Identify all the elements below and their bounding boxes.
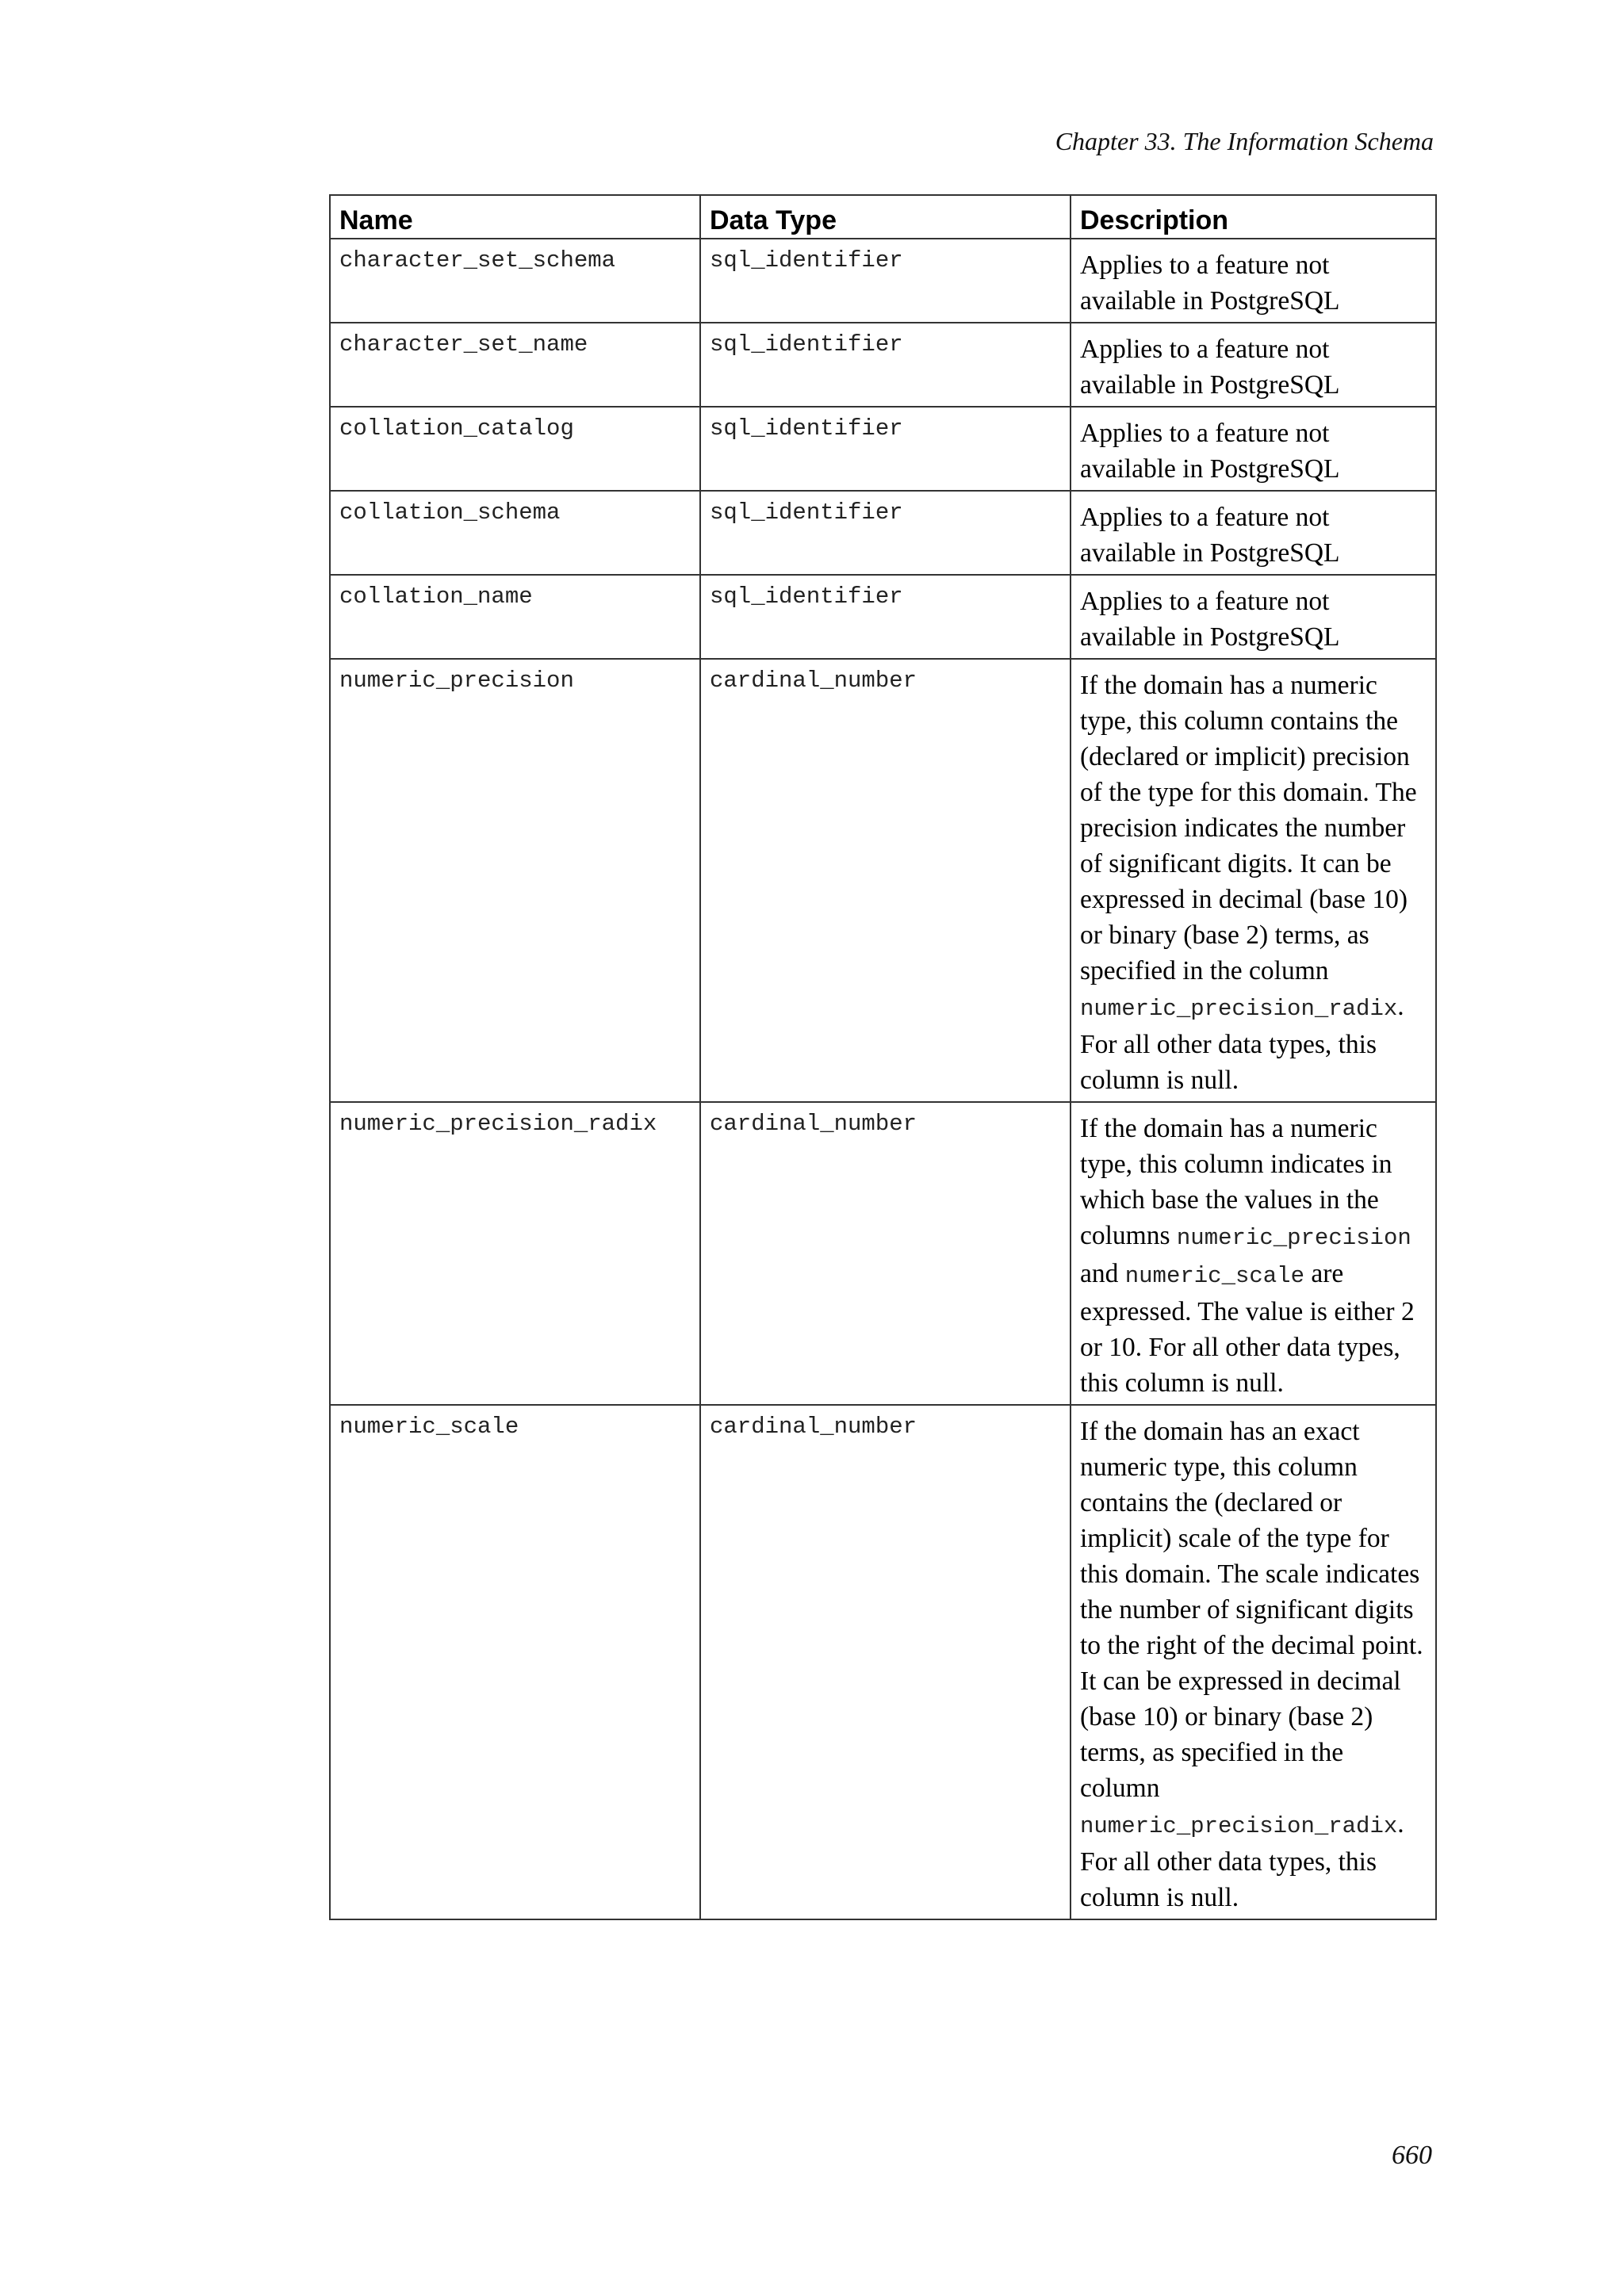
description-text: Applies to a feature not available in PostgreSQL — [1080, 251, 1340, 316]
column-name-cell: collation_catalog — [330, 407, 700, 491]
column-name-cell: numeric_precision — [330, 659, 700, 1102]
description-cell — [1071, 575, 1436, 659]
description-text: If the domain has a numeric type, this column contains the (declared or implicit) precision of the type for this domain. The precision indicates the number of significant digits. It can be expressed in decimal (base 10) or binary (base 2) terms, as specified in the column — [1080, 671, 1417, 985]
column-name-cell: collation_name — [330, 575, 700, 659]
inline-code: numeric_scale — [1124, 1263, 1304, 1289]
column-name-cell: collation_schema — [330, 491, 700, 575]
page-number: 660 — [1392, 2141, 1432, 2170]
table-row — [330, 239, 1436, 323]
table-row — [330, 491, 1436, 575]
chapter-title: Chapter 33. The Information Schema — [1055, 127, 1434, 155]
column-header-name: Name — [330, 195, 700, 239]
table-row — [330, 575, 1436, 659]
description-text: If the domain has a numeric type, this column indicates in which base the values in the columns — [1080, 1114, 1392, 1250]
table-header-row — [330, 195, 1436, 239]
description-cell — [1071, 491, 1436, 575]
table-row — [330, 659, 1436, 1102]
data-type-cell: sql_identifier — [700, 407, 1071, 491]
description-text: Applies to a feature not available in PostgreSQL — [1080, 335, 1340, 400]
data-type-cell: sql_identifier — [700, 323, 1071, 407]
description-cell — [1071, 659, 1436, 1102]
description-cell — [1071, 407, 1436, 491]
table-row — [330, 1102, 1436, 1405]
data-type-cell: cardinal_number — [700, 1102, 1071, 1405]
description-text: Applies to a feature not available in PostgreSQL — [1080, 419, 1340, 484]
description-text: Applies to a feature not available in PostgreSQL — [1080, 503, 1340, 568]
column-name-cell: character_set_name — [330, 323, 700, 407]
description-text: . For all other data types, this column is null. — [1080, 992, 1404, 1095]
columns-table — [329, 194, 1437, 1920]
data-type-cell: sql_identifier — [700, 491, 1071, 575]
data-type-cell: cardinal_number — [700, 1405, 1071, 1919]
description-cell — [1071, 323, 1436, 407]
column-name-cell: character_set_schema — [330, 239, 700, 323]
inline-code: numeric_precision_radix — [1080, 1813, 1398, 1839]
description-text: are expressed. The value is either 2 or 10. For all other data types, this column is null. — [1080, 1259, 1415, 1398]
table-row — [330, 1405, 1436, 1919]
description-cell — [1071, 239, 1436, 323]
description-text: If the domain has an exact numeric type, this column contains the (declared or implicit) scale of the type for this domain. The scale indicates the number of significant digits to the right of the decimal point. It can be expressed in decimal (base 10) or binary (base 2) terms, as specified in the column — [1080, 1417, 1423, 1803]
column-header-data-type: Data Type — [700, 195, 1071, 239]
column-header-description: Description — [1071, 195, 1436, 239]
table-row — [330, 323, 1436, 407]
inline-code: numeric_precision_radix — [1080, 996, 1398, 1022]
column-name-cell: numeric_precision_radix — [330, 1102, 700, 1405]
data-type-cell: sql_identifier — [700, 575, 1071, 659]
description-text: . For all other data types, this column is null. — [1080, 1809, 1404, 1912]
column-name-cell: numeric_scale — [330, 1405, 700, 1919]
description-cell — [1071, 1405, 1436, 1919]
data-type-cell: sql_identifier — [700, 239, 1071, 323]
table-row — [330, 407, 1436, 491]
description-text: and — [1080, 1259, 1125, 1288]
data-type-cell: cardinal_number — [700, 659, 1071, 1102]
description-cell — [1071, 1102, 1436, 1405]
inline-code: numeric_precision — [1176, 1225, 1411, 1251]
description-text: Applies to a feature not available in PostgreSQL — [1080, 587, 1340, 652]
